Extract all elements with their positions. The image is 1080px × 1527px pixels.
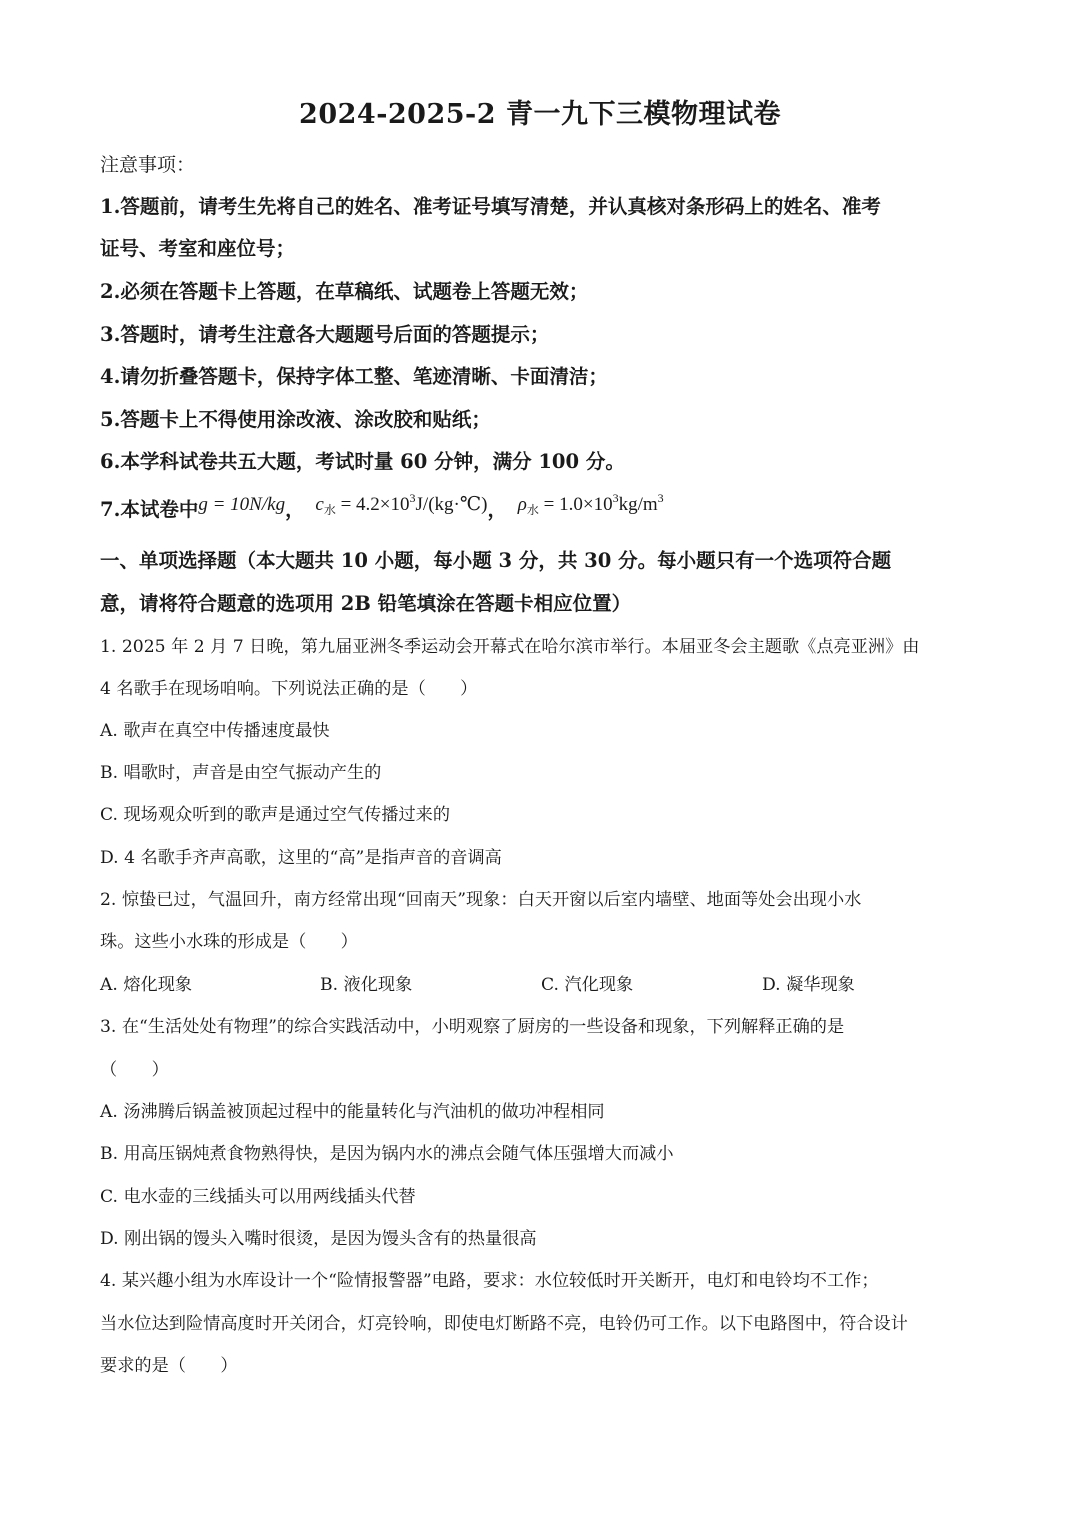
notice-item-3: 3.答题时，请考生注意各大题题号后面的答题提示； <box>100 323 550 346</box>
question-3-option-c: C. 电水壶的三线插头可以用两线插头代替 <box>100 1187 416 1207</box>
question-1-option-b: B. 唱歌时，声音是由空气振动产生的 <box>100 763 382 783</box>
section-1-heading-line-1: 一、单项选择题（本大题共 10 小题，每小题 3 分，共 30 分。每小题只有一个选项符合题 <box>100 549 892 572</box>
formula-rho-value: = 1.0×10 <box>543 494 613 515</box>
question-1-option-a: A. 歌声在真空中传播速度最快 <box>100 721 330 741</box>
question-2-line-2: 珠。这些小水珠的形成是（ ） <box>100 932 358 952</box>
question-3-option-b: B. 用高压锅炖煮食物熟得快，是因为锅内水的沸点会随气体压强增大而减小 <box>100 1144 674 1164</box>
formula-density <box>517 491 664 517</box>
notice-item-1-line-2: 证号、考室和座位号； <box>100 237 296 260</box>
notice-item-6: 6.本学科试卷共五大题，考试时量 60 分钟，满分 100 分。 <box>100 450 625 473</box>
question-2-option-b: B. 液化现象 <box>320 975 413 995</box>
formula-rho-exponent: 3 <box>612 491 619 505</box>
formula-rho-symbol: ρ <box>517 494 527 515</box>
question-2-option-d: D. 凝华现象 <box>762 975 855 995</box>
question-4-line-2: 当水位达到险情高度时开关闭合，灯亮铃响，即使电灯断路不亮，电铃仍可工作。以下电路图中，符合设计 <box>100 1314 908 1334</box>
question-3-option-d: D. 刚出锅的馒头入嘴时很烫，是因为馒头含有的热量很高 <box>100 1229 537 1249</box>
comma-1: ， <box>285 498 305 521</box>
notice-item-7-prefix: 7.本试卷中 <box>100 498 199 521</box>
notice-item-7 <box>100 491 664 524</box>
question-4-line-3: 要求的是（ ） <box>100 1356 238 1376</box>
question-4-line-1: 4. 某兴趣小组为水库设计一个“险情报警器”电路，要求：水位较低时开关断开，电灯和电铃均不工作； <box>100 1271 879 1291</box>
question-1-line-1: 1. 2025 年 2 月 7 日晚，第九届亚洲冬季运动会开幕式在哈尔滨市举行。本届亚冬会主题歌《点亮亚洲》由 <box>100 637 920 657</box>
question-3-line-2: （ ） <box>100 1060 169 1080</box>
question-1-option-d: D. 4 名歌手齐声高歌，这里的“高”是指声音的音调高 <box>100 848 502 868</box>
question-2-line-1: 2. 惊蛰已过，气温回升，南方经常出现“回南天”现象：白天开窗以后室内墙壁、地面等处会出现小水 <box>100 890 862 910</box>
formula-c-symbol: c <box>315 494 324 515</box>
notice-heading: 注意事项： <box>100 154 196 176</box>
question-2-option-c: C. 汽化现象 <box>541 975 634 995</box>
notice-item-4: 4.请勿折叠答题卡，保持字体工整、笔迹清晰、卡面清洁； <box>100 365 608 388</box>
formula-c-value: = 4.2×10 <box>340 494 410 515</box>
formula-rho-subscript: 水 <box>526 503 539 517</box>
formula-c-subscript: 水 <box>323 503 336 517</box>
question-3-line-1: 3. 在“生活处处有物理”的综合实践活动中，小明观察了厨房的一些设备和现象，下列解释正确的是 <box>100 1017 845 1037</box>
formula-g: g = 10N/kg <box>198 494 286 515</box>
formula-c-exponent: 3 <box>409 491 416 505</box>
page-title: 2024-2025-2 青一九下三模物理试卷 <box>299 99 781 130</box>
section-1-heading-line-2: 意，请将符合题意的选项用 2B 铅笔填涂在答题卡相应位置） <box>100 592 632 615</box>
notice-item-5: 5.答题卡上不得使用涂改液、涂改胶和贴纸； <box>100 408 491 431</box>
formula-c-unit: J/(kg·℃) <box>415 494 488 515</box>
notice-item-1-line-1: 1.答题前，请考生先将自己的姓名、准考证号填写清楚，并认真核对条形码上的姓名、准考 <box>100 195 881 218</box>
comma-2: ， <box>487 498 507 521</box>
question-1-line-2: 4 名歌手在现场咱响。下列说法正确的是（ ） <box>100 679 478 699</box>
question-2-option-a: A. 熔化现象 <box>100 975 193 995</box>
formula-rho-unit: kg/m <box>618 494 658 515</box>
formula-specific-heat <box>315 491 488 517</box>
notice-item-2: 2.必须在答题卡上答题，在草稿纸、试题卷上答题无效； <box>100 280 589 303</box>
question-1-option-c: C. 现场观众听到的歌声是通过空气传播过来的 <box>100 805 451 825</box>
formula-rho-unit-exponent: 3 <box>657 491 664 505</box>
question-3-option-a: A. 汤沸腾后锅盖被顶起过程中的能量转化与汽油机的做功冲程相同 <box>100 1102 605 1122</box>
